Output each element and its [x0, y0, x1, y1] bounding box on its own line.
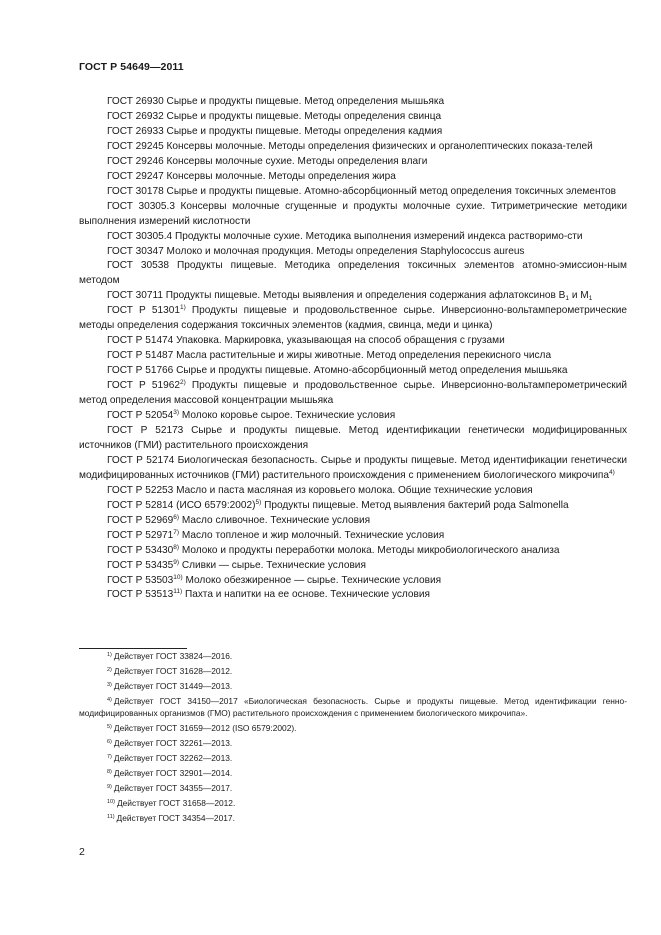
footnote: $^{2)}$ Действует ГОСТ 31628—2012.: [107, 666, 233, 677]
footnote-marker[interactable]: 7): [173, 528, 180, 536]
reference-item: ГОСТ Р 51301$^{1)}$ Продукты пищевые и продовольственное сырье. Инверсионно-вольтамперометрические методы определения содержания токсичных элементов (кадмия, свинца, меди и цинка): [79, 304, 627, 332]
reference-item: ГОСТ 26932 Сырье и продукты пищевые. Методы определения свинца: [107, 110, 442, 122]
footnote: $^{11)}$ Действует ГОСТ 34354—2017.: [107, 813, 235, 824]
normative-references-list: [79, 95, 627, 603]
footnote: $^{3)}$ Действует ГОСТ 31449—2013.: [107, 681, 233, 692]
reference-item: ГОСТ 29246 Консервы молочные сухие. Методы определения влаги: [107, 155, 428, 167]
footnote-marker[interactable]: 5): [255, 498, 262, 506]
footnote-marker[interactable]: 3): [173, 409, 180, 417]
reference-item: ГОСТ 29245 Консервы молочные. Методы определения физических и органолептических показа-телей: [107, 140, 593, 152]
reference-item: ГОСТ Р 51766 Сырье и продукты пищевые. Атомно-абсорбционный метод определения мышьяка: [107, 365, 568, 377]
reference-item: ГОСТ Р 52971$^{7)}$ Масло топленое и жир молочный. Технические условия: [107, 528, 445, 541]
footnote: $^{6)}$ Действует ГОСТ 32261—2013.: [107, 737, 233, 748]
footnote-marker[interactable]: 11): [173, 588, 183, 596]
reference-item: ГОСТ Р 52253 Масло и паста масляная из коровьего молока. Общие технические условия: [107, 484, 533, 496]
footnote-marker[interactable]: 9): [173, 558, 180, 566]
subscript: 1: [565, 295, 570, 303]
footnote: $^{8)}$ Действует ГОСТ 32901—2014.: [107, 768, 233, 779]
reference-item: ГОСТ Р 52174 Биологическая безопасность. Сырье и продукты пищевые. Метод идентификации генетически модифицированных источников (ГМИ) растительного происхождения с применением биологического микрочипа$^{4)}$: [79, 454, 627, 481]
reference-item: ГОСТ 30538 Продукты пищевые. Методика определения токсичных элементов атомно-эмиссион-ным методом: [79, 260, 627, 287]
subscript: 1: [588, 295, 593, 303]
footnotes-list: [79, 651, 627, 829]
reference-item: ГОСТ Р 53430$^{8)}$ Молоко и продукты переработки молока. Методы микробиологического анализа: [107, 543, 560, 556]
footnote-divider: [79, 648, 187, 649]
document-header: ГОСТ Р 54649—2011: [79, 61, 184, 73]
reference-item: ГОСТ 30178 Сырье и продукты пищевые. Атомно-абсорбционный метод определения токсичных элементов: [107, 185, 617, 197]
reference-item: ГОСТ Р 52969$^{6)}$ Масло сливочное. Технические условия: [107, 513, 371, 526]
reference-item: ГОСТ Р 51474 Упаковка. Маркировка, указывающая на способ обращения с грузами: [107, 335, 505, 347]
footnote: $^{1)}$ Действует ГОСТ 33824—2016.: [107, 651, 233, 661]
footnote: $^{10)}$ Действует ГОСТ 31658—2012.: [107, 798, 236, 809]
reference-item: ГОСТ 29247 Консервы молочные. Методы определения жира: [107, 170, 396, 182]
reference-item: ГОСТ 26933 Сырье и продукты пищевые. Методы определения кадмия: [107, 125, 443, 137]
footnote: $^{4)}$ Действует ГОСТ 34150—2017 «Биологическая безопасность. Сырье и продукты пищевые. Метод идентификации генно-модифицированных организмов (ГМО) растительного происхождения с применением биологического микрочипа».: [79, 696, 627, 718]
footnote-marker[interactable]: 8): [173, 543, 180, 551]
footnote-marker[interactable]: 10): [173, 573, 183, 581]
footnote: $^{5)}$ Действует ГОСТ 31659—2012 (ISO 6579:2002).: [107, 722, 297, 733]
reference-item: ГОСТ Р 52173 Сырье и продукты пищевые. Метод идентификации генетически модифицированных источников (ГМИ) растительного происхождения: [79, 424, 627, 451]
reference-item: ГОСТ Р 53503$^{10)}$ Молоко обезжиренное — сырье. Технические условия: [107, 573, 442, 586]
footnote-marker[interactable]: 1): [179, 304, 186, 312]
footnote-marker[interactable]: 2): [179, 379, 186, 387]
footnote-marker[interactable]: 4): [609, 468, 615, 476]
reference-item: ГОСТ 30711 Продукты пищевые. Методы выявления и определения содержания афлатоксинов $В_1$ и $М_1$: [107, 290, 593, 303]
footnote-marker[interactable]: 6): [173, 513, 180, 521]
reference-item: ГОСТ Р 53435$^{9)}$ Сливки — сырье. Технические условия: [107, 558, 366, 571]
reference-item: ГОСТ Р 51487 Масла растительные и жиры животные. Метод определения перекисного числа: [107, 350, 552, 362]
reference-item: ГОСТ 26930 Сырье и продукты пищевые. Метод определения мышьяка: [107, 96, 445, 107]
reference-item: ГОСТ 30305.4 Продукты молочные сухие. Методика выполнения измерений индекса растворимо-сти: [107, 230, 583, 242]
reference-item: ГОСТ 30347 Молоко и молочная продукция. Методы определения Staphylococcus aureus: [107, 245, 525, 257]
reference-item: ГОСТ Р 52814 (ИСО 6579:2002)$^{5)}$ Продукты пищевые. Метод выявления бактерий рода Salmonella: [107, 498, 569, 511]
reference-item: ГОСТ Р 53513$^{11)}$ Пахта и напитки на ее основе. Технические условия: [107, 588, 431, 601]
reference-item: ГОСТ Р 51962$^{2)}$ Продукты пищевые и продовольственное сырье. Инверсионно-вольтамперометрический метод определения массовой концентрации мышьяка: [79, 379, 628, 407]
page-number: 2: [79, 846, 85, 858]
reference-item: ГОСТ Р 52054$^{3)}$ Молоко коровье сырое. Технические условия: [107, 409, 396, 422]
reference-item: ГОСТ 30305.3 Консервы молочные сгущенные и продукты молочные сухие. Титриметрические методики выполнения измерений кислотности: [79, 200, 627, 227]
footnote: $^{7)}$ Действует ГОСТ 32262—2013.: [107, 753, 233, 764]
footnote: $^{9)}$ Действует ГОСТ 34355—2017.: [107, 783, 233, 794]
